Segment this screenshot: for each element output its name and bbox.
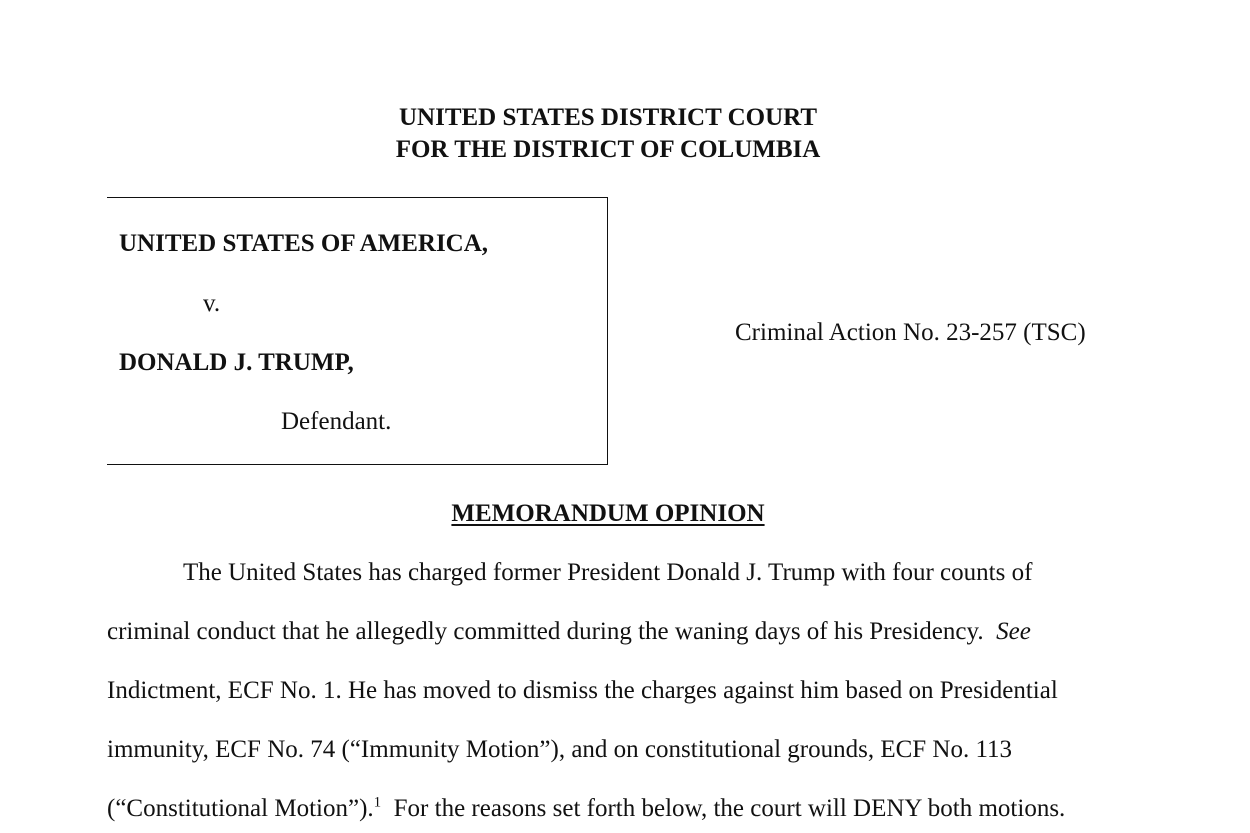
court-name-line-1: UNITED STATES DISTRICT COURT [399,104,817,131]
versus-label: v. [203,290,221,317]
see-citation-signal: See [996,618,1031,645]
document-title: MEMORANDUM OPINION [451,500,765,527]
body-line-5-text-b: For the reasons set forth below, the court will DENY both motions. [381,795,1066,822]
footnote-reference[interactable]: 1 [373,794,382,811]
body-line-5 [107,794,1065,824]
case-caption-box [107,197,608,465]
case-number: Criminal Action No. 23-257 (TSC) [735,319,1086,346]
plaintiff-name: UNITED STATES OF AMERICA, [119,230,489,257]
body-line-5-text-a: (“Constitutional Motion”). [107,795,374,822]
body-line-2-text: criminal conduct that he allegedly committed during the waning days of his Presidency. [107,618,997,645]
court-name-line-2: FOR THE DISTRICT OF COLUMBIA [395,136,821,163]
defendant-role: Defendant. [281,408,392,435]
defendant-name: DONALD J. TRUMP, [119,349,354,376]
body-line-1: The United States has charged former President Donald J. Trump with four counts of [183,559,1033,586]
body-line-3: Indictment, ECF No. 1. He has moved to dismiss the charges against him based on Presidential [107,677,1058,704]
body-line-2 [107,617,1031,647]
body-line-4: immunity, ECF No. 74 (“Immunity Motion”), and on constitutional grounds, ECF No. 113 [107,736,1013,763]
